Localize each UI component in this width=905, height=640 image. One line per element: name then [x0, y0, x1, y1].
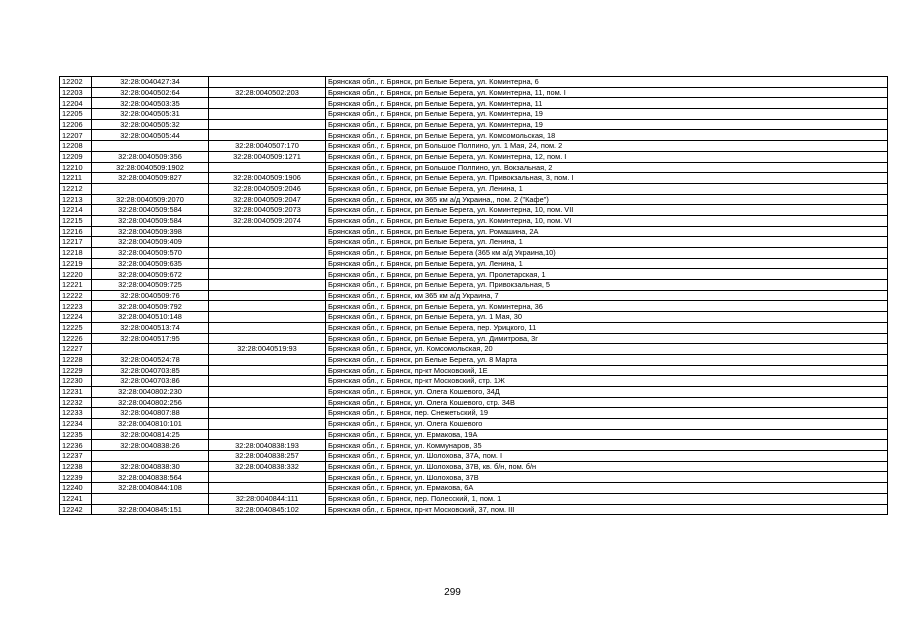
- row-number-cell: 12220: [60, 269, 92, 280]
- row-number-cell: 12221: [60, 280, 92, 291]
- table-row: [60, 365, 888, 376]
- row-number-cell: 12209: [60, 151, 92, 162]
- cadastral-number-cell: [92, 344, 209, 355]
- cadastral-number-cell: 32:28:0040524:78: [92, 354, 209, 365]
- building-cadastral-number-cell: 32:28:0040509:2074: [209, 215, 326, 226]
- cadastral-number-cell: 32:28:0040509:76: [92, 290, 209, 301]
- address-cell: Брянская обл., г. Брянск, км 365 км а/д Украина,, пом. 2 ("Кафе"): [326, 194, 888, 205]
- row-number-cell: 12206: [60, 119, 92, 130]
- row-number-cell: 12207: [60, 130, 92, 141]
- row-number-cell: 12229: [60, 365, 92, 376]
- table-row: [60, 344, 888, 355]
- row-number-cell: 12222: [60, 290, 92, 301]
- row-number-cell: 12232: [60, 397, 92, 408]
- table-row: [60, 109, 888, 120]
- building-cadastral-number-cell: [209, 301, 326, 312]
- address-cell: Брянская обл., г. Брянск, рп Белые Берега, ул. 1 Мая, 30: [326, 312, 888, 323]
- building-cadastral-number-cell: 32:28:0040838:257: [209, 451, 326, 462]
- table-row: [60, 162, 888, 173]
- address-cell: Брянская обл., г. Брянск, рп Белые Берега, ул. Ленина, 1: [326, 258, 888, 269]
- table-row: [60, 354, 888, 365]
- table-row: [60, 472, 888, 483]
- building-cadastral-number-cell: [209, 226, 326, 237]
- address-cell: Брянская обл., г. Брянск, рп Большое Полпино, ул. Вокзальная, 2: [326, 162, 888, 173]
- table-row: [60, 119, 888, 130]
- cadastral-number-cell: 32:28:0040509:584: [92, 205, 209, 216]
- cadastral-number-cell: 32:28:0040517:95: [92, 333, 209, 344]
- table-row: [60, 269, 888, 280]
- cadastral-number-cell: 32:28:0040509:672: [92, 269, 209, 280]
- address-cell: Брянская обл., г. Брянск, рп Белые Берега, пер. Урицкого, 11: [326, 322, 888, 333]
- row-number-cell: 12202: [60, 77, 92, 88]
- cadastral-number-cell: 32:28:0040502:64: [92, 87, 209, 98]
- row-number-cell: 12214: [60, 205, 92, 216]
- cadastral-number-cell: 32:28:0040505:31: [92, 109, 209, 120]
- cadastral-number-cell: 32:28:0040703:86: [92, 376, 209, 387]
- row-number-cell: 12239: [60, 472, 92, 483]
- cadastral-number-cell: 32:28:0040802:230: [92, 386, 209, 397]
- address-cell: Брянская обл., г. Брянск, рп Белые Берега, ул. Пролетарская, 1: [326, 269, 888, 280]
- cadastral-number-cell: 32:28:0040509:409: [92, 237, 209, 248]
- table-row: [60, 215, 888, 226]
- cadastral-number-cell: 32:28:0040703:85: [92, 365, 209, 376]
- address-cell: Брянская обл., г. Брянск, рп Белые Берега, ул. Коминтерна, 11, пом. I: [326, 87, 888, 98]
- cadastral-number-cell: 32:28:0040509:827: [92, 173, 209, 184]
- cadastral-number-cell: 32:28:0040845:151: [92, 504, 209, 515]
- row-number-cell: 12219: [60, 258, 92, 269]
- cadastral-number-cell: 32:28:0040802:256: [92, 397, 209, 408]
- building-cadastral-number-cell: 32:28:0040509:1906: [209, 173, 326, 184]
- building-cadastral-number-cell: 32:28:0040519:93: [209, 344, 326, 355]
- cadastral-number-cell: 32:28:0040505:32: [92, 119, 209, 130]
- building-cadastral-number-cell: 32:28:0040509:2073: [209, 205, 326, 216]
- building-cadastral-number-cell: [209, 162, 326, 173]
- address-cell: Брянская обл., г. Брянск, ул. Комсомольская, 20: [326, 344, 888, 355]
- row-number-cell: 12211: [60, 173, 92, 184]
- building-cadastral-number-cell: [209, 290, 326, 301]
- row-number-cell: 12217: [60, 237, 92, 248]
- address-cell: Брянская обл., г. Брянск, км 365 км а/д Украина, 7: [326, 290, 888, 301]
- table-row: [60, 419, 888, 430]
- table-row: [60, 151, 888, 162]
- table-row: [60, 322, 888, 333]
- row-number-cell: 12224: [60, 312, 92, 323]
- row-number-cell: 12236: [60, 440, 92, 451]
- cadastral-number-cell: 32:28:0040427:34: [92, 77, 209, 88]
- row-number-cell: 12238: [60, 461, 92, 472]
- table-row: [60, 386, 888, 397]
- row-number-cell: 12234: [60, 419, 92, 430]
- table-row: [60, 248, 888, 259]
- address-cell: Брянская обл., г. Брянск, рп Белые Берега, ул. Комсомольская, 18: [326, 130, 888, 141]
- building-cadastral-number-cell: 32:28:0040509:2047: [209, 194, 326, 205]
- table-row: [60, 397, 888, 408]
- table-row: [60, 98, 888, 109]
- row-number-cell: 12237: [60, 451, 92, 462]
- building-cadastral-number-cell: [209, 130, 326, 141]
- building-cadastral-number-cell: [209, 77, 326, 88]
- table-row: [60, 237, 888, 248]
- cadastral-number-cell: 32:28:0040513:74: [92, 322, 209, 333]
- page-number: 299: [444, 587, 461, 598]
- cadastral-number-cell: 32:28:0040807:88: [92, 408, 209, 419]
- cadastral-number-cell: 32:28:0040509:356: [92, 151, 209, 162]
- table-row: [60, 493, 888, 504]
- table-row: [60, 376, 888, 387]
- building-cadastral-number-cell: 32:28:0040838:193: [209, 440, 326, 451]
- address-cell: Брянская обл., г. Брянск, ул. Шолохова, 37А, пом. I: [326, 451, 888, 462]
- row-number-cell: 12218: [60, 248, 92, 259]
- address-cell: Брянская обл., г. Брянск, рп Белые Берега, ул. Димитрова, 3г: [326, 333, 888, 344]
- cadastral-number-cell: 32:28:0040503:35: [92, 98, 209, 109]
- row-number-cell: 12231: [60, 386, 92, 397]
- address-cell: Брянская обл., г. Брянск, рп Белые Берега, ул. 8 Марта: [326, 354, 888, 365]
- cadastral-number-cell: [92, 183, 209, 194]
- table-row: [60, 461, 888, 472]
- row-number-cell: 12242: [60, 504, 92, 515]
- row-number-cell: 12208: [60, 141, 92, 152]
- building-cadastral-number-cell: 32:28:0040845:102: [209, 504, 326, 515]
- address-cell: Брянская обл., г. Брянск, пер. Снежетьский, 19: [326, 408, 888, 419]
- building-cadastral-number-cell: [209, 429, 326, 440]
- cadastral-number-cell: 32:28:0040510:148: [92, 312, 209, 323]
- building-cadastral-number-cell: [209, 237, 326, 248]
- address-cell: Брянская обл., г. Брянск, ул. Олега Кошевого, стр. 34В: [326, 397, 888, 408]
- address-cell: Брянская обл., г. Брянск, ул. Олега Кошевого, 34Д: [326, 386, 888, 397]
- table-row: [60, 194, 888, 205]
- table-row: [60, 451, 888, 462]
- address-cell: Брянская обл., г. Брянск, рп Белые Берега, ул. Ленина, 1: [326, 237, 888, 248]
- table-row: [60, 312, 888, 323]
- row-number-cell: 12205: [60, 109, 92, 120]
- table-row: [60, 301, 888, 312]
- address-cell: Брянская обл., г. Брянск, ул. Шолохова, 37В: [326, 472, 888, 483]
- registry-table-body: [60, 77, 888, 515]
- table-row: [60, 440, 888, 451]
- address-cell: Брянская обл., г. Брянск, рп Белые Берега, ул. Ленина, 1: [326, 183, 888, 194]
- cadastral-number-cell: 32:28:0040509:1902: [92, 162, 209, 173]
- building-cadastral-number-cell: [209, 98, 326, 109]
- row-number-cell: 12228: [60, 354, 92, 365]
- row-number-cell: 12240: [60, 483, 92, 494]
- address-cell: Брянская обл., г. Брянск, рп Большое Полпино, ул. 1 Мая, 24, пом. 2: [326, 141, 888, 152]
- row-number-cell: 12227: [60, 344, 92, 355]
- cadastral-number-cell: 32:28:0040838:26: [92, 440, 209, 451]
- cadastral-number-cell: 32:28:0040509:725: [92, 280, 209, 291]
- building-cadastral-number-cell: [209, 354, 326, 365]
- row-number-cell: 12203: [60, 87, 92, 98]
- cadastral-number-cell: 32:28:0040509:584: [92, 215, 209, 226]
- building-cadastral-number-cell: [209, 248, 326, 259]
- address-cell: Брянская обл., г. Брянск, ул. Ермакова, 19А: [326, 429, 888, 440]
- building-cadastral-number-cell: [209, 419, 326, 430]
- row-number-cell: 12225: [60, 322, 92, 333]
- address-cell: Брянская обл., г. Брянск, рп Белые Берега, ул. Коминтерна, 19: [326, 109, 888, 120]
- table-row: [60, 258, 888, 269]
- cadastral-number-cell: [92, 451, 209, 462]
- building-cadastral-number-cell: [209, 386, 326, 397]
- table-row: [60, 408, 888, 419]
- table-row: [60, 226, 888, 237]
- address-cell: Брянская обл., г. Брянск, пр-кт Московский, стр. 1Ж: [326, 376, 888, 387]
- cadastral-number-cell: 32:28:0040509:2070: [92, 194, 209, 205]
- row-number-cell: 12210: [60, 162, 92, 173]
- building-cadastral-number-cell: [209, 119, 326, 130]
- address-cell: Брянская обл., г. Брянск, ул. Шолохова, 37В, кв. б/н, пом. б/н: [326, 461, 888, 472]
- address-cell: Брянская обл., г. Брянск, рп Белые Берега, ул. Коминтерна, 10, пом. VI: [326, 215, 888, 226]
- building-cadastral-number-cell: 32:28:0040507:170: [209, 141, 326, 152]
- building-cadastral-number-cell: [209, 333, 326, 344]
- address-cell: Брянская обл., г. Брянск, рп Белые Берега, ул. Коминтерна, 12, пом. I: [326, 151, 888, 162]
- building-cadastral-number-cell: 32:28:0040509:1271: [209, 151, 326, 162]
- address-cell: Брянская обл., г. Брянск, рп Белые Берега, ул. Привокзальная, 5: [326, 280, 888, 291]
- row-number-cell: 12233: [60, 408, 92, 419]
- table-row: [60, 183, 888, 194]
- address-cell: Брянская обл., г. Брянск, ул. Коммунаров, 35: [326, 440, 888, 451]
- building-cadastral-number-cell: 32:28:0040844:111: [209, 493, 326, 504]
- row-number-cell: 12235: [60, 429, 92, 440]
- address-cell: Брянская обл., г. Брянск, пер. Полесский, 1, пом. 1: [326, 493, 888, 504]
- building-cadastral-number-cell: [209, 376, 326, 387]
- address-cell: Брянская обл., г. Брянск, рп Белые Берега, ул. Ромашина, 2А: [326, 226, 888, 237]
- registry-table: [59, 76, 888, 515]
- address-cell: Брянская обл., г. Брянск, рп Белые Берега, ул. Коминтерна, 10, пом. VII: [326, 205, 888, 216]
- building-cadastral-number-cell: [209, 109, 326, 120]
- address-cell: Брянская обл., г. Брянск, рп Белые Берега, ул. Привокзальная, 3, пом. I: [326, 173, 888, 184]
- address-cell: Брянская обл., г. Брянск, пр-кт Московский, 37, пом. III: [326, 504, 888, 515]
- cadastral-number-cell: [92, 141, 209, 152]
- address-cell: Брянская обл., г. Брянск, рп Белые Берега, ул. Коминтерна, 19: [326, 119, 888, 130]
- table-row: [60, 333, 888, 344]
- table-row: [60, 504, 888, 515]
- cadastral-number-cell: 32:28:0040814:25: [92, 429, 209, 440]
- cadastral-number-cell: 32:28:0040509:398: [92, 226, 209, 237]
- table-row: [60, 77, 888, 88]
- table-row: [60, 429, 888, 440]
- cadastral-number-cell: [92, 493, 209, 504]
- building-cadastral-number-cell: [209, 322, 326, 333]
- building-cadastral-number-cell: 32:28:0040509:2046: [209, 183, 326, 194]
- building-cadastral-number-cell: 32:28:0040838:332: [209, 461, 326, 472]
- address-cell: Брянская обл., г. Брянск, рп Белые Берега, ул. Коминтерна, 11: [326, 98, 888, 109]
- building-cadastral-number-cell: 32:28:0040502:203: [209, 87, 326, 98]
- table-row: [60, 141, 888, 152]
- row-number-cell: 12204: [60, 98, 92, 109]
- cadastral-number-cell: 32:28:0040810:101: [92, 419, 209, 430]
- address-cell: Брянская обл., г. Брянск, ул. Олега Кошевого: [326, 419, 888, 430]
- row-number-cell: 12230: [60, 376, 92, 387]
- cadastral-number-cell: 32:28:0040505:44: [92, 130, 209, 141]
- cadastral-number-cell: 32:28:0040838:30: [92, 461, 209, 472]
- table-row: [60, 280, 888, 291]
- address-cell: Брянская обл., г. Брянск, рп Белые Берега, ул. Коминтерна, 6: [326, 77, 888, 88]
- address-cell: Брянская обл., г. Брянск, пр-кт Московский, 1Е: [326, 365, 888, 376]
- building-cadastral-number-cell: [209, 483, 326, 494]
- building-cadastral-number-cell: [209, 365, 326, 376]
- table-row: [60, 173, 888, 184]
- cadastral-number-cell: 32:28:0040838:564: [92, 472, 209, 483]
- row-number-cell: 12226: [60, 333, 92, 344]
- table-row: [60, 205, 888, 216]
- table-row: [60, 130, 888, 141]
- row-number-cell: 12216: [60, 226, 92, 237]
- address-cell: Брянская обл., г. Брянск, рп Белые Берега, ул. Коминтерна, 36: [326, 301, 888, 312]
- building-cadastral-number-cell: [209, 312, 326, 323]
- building-cadastral-number-cell: [209, 472, 326, 483]
- building-cadastral-number-cell: [209, 397, 326, 408]
- table-row: [60, 483, 888, 494]
- address-cell: Брянская обл., г. Брянск, ул. Ермакова, 6А: [326, 483, 888, 494]
- cadastral-number-cell: 32:28:0040509:570: [92, 248, 209, 259]
- building-cadastral-number-cell: [209, 280, 326, 291]
- building-cadastral-number-cell: [209, 269, 326, 280]
- row-number-cell: 12212: [60, 183, 92, 194]
- cadastral-number-cell: 32:28:0040509:792: [92, 301, 209, 312]
- row-number-cell: 12213: [60, 194, 92, 205]
- row-number-cell: 12215: [60, 215, 92, 226]
- table-row: [60, 87, 888, 98]
- building-cadastral-number-cell: [209, 408, 326, 419]
- cadastral-number-cell: 32:28:0040509:635: [92, 258, 209, 269]
- address-cell: Брянская обл., г. Брянск, рп Белые Берега (365 км а/д Украина,10): [326, 248, 888, 259]
- building-cadastral-number-cell: [209, 258, 326, 269]
- cadastral-number-cell: 32:28:0040844:108: [92, 483, 209, 494]
- table-row: [60, 290, 888, 301]
- row-number-cell: 12223: [60, 301, 92, 312]
- row-number-cell: 12241: [60, 493, 92, 504]
